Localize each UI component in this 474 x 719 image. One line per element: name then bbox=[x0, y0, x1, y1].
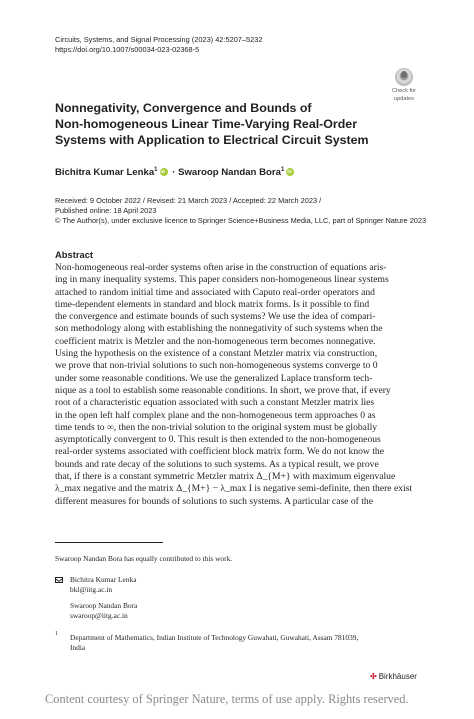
contact-email[interactable]: bkl@iitg.ac.in bbox=[70, 585, 113, 594]
author-separator: · bbox=[172, 167, 176, 178]
dates-line: Published online: 18 April 2023 bbox=[55, 206, 157, 215]
author-affiliation-mark: 1 bbox=[280, 167, 285, 173]
author-name[interactable]: Swaroop Nandan Bora bbox=[178, 167, 281, 178]
author-name[interactable]: Bichitra Kumar Lenka bbox=[55, 167, 155, 178]
courtesy-notice: Content courtesy of Springer Nature, terms of use apply. Rights reserved. bbox=[45, 692, 409, 706]
abstract-line: nique as a tool to establish some reasonable conditions. In short, we prove that, if every bbox=[55, 384, 391, 396]
abstract-line: time-dependent elements in standard and block matrix forms. Is it possible to find bbox=[55, 298, 370, 310]
badge-label-2: updates bbox=[394, 96, 414, 102]
author-affiliation-mark: 1 bbox=[154, 167, 158, 173]
abstract-line: Using the hypothesis on the existence of a constant Metzler matrix via construction, bbox=[55, 348, 378, 360]
affiliation bbox=[70, 633, 358, 653]
check-for-updates-icon bbox=[395, 68, 413, 86]
affiliation-line: India bbox=[70, 643, 86, 652]
abstract-line: son methodology along with establishing the nonnegativity of such systems when the bbox=[55, 323, 383, 335]
envelope-icon bbox=[55, 577, 63, 583]
corresponding-author bbox=[70, 601, 137, 621]
abstract-line: root of a characteristic equation associated with such a constant Metzler matrix lies bbox=[55, 397, 375, 409]
affiliation-line: Department of Mathematics, Indian Institute of Technology Guwahati, Guwahati, Assam 781039, bbox=[70, 633, 359, 642]
footnote-rule bbox=[55, 542, 163, 543]
abstract-line: coefficient matrix is Metzler and the non-homogeneous term becomes nonnegative. bbox=[55, 335, 376, 347]
abstract-line: the convergence and estimate bounds of such systems? We use the idea of compari- bbox=[55, 311, 376, 323]
badge-label-1: Check for bbox=[392, 88, 416, 94]
abstract-line: bounds and rate decay of the solutions to such systems. As a typical result, we prove bbox=[55, 458, 379, 470]
abstract-line: that, if there is a constant symmetric Metzler matrix Δ_{M+} with maximum eigenvalue bbox=[55, 471, 396, 483]
title-line: Nonnegativity, Convergence and Bounds of bbox=[55, 101, 312, 115]
abstract-line: asymptotically convergent to 0. This result is then extended to the non-homogeneous bbox=[55, 434, 381, 446]
abstract-line: Non-homogeneous real-order systems often arise in the construction of equations aris- bbox=[55, 262, 387, 273]
abstract-heading: Abstract bbox=[55, 249, 94, 260]
journal-citation: Circuits, Systems, and Signal Processing (2023) 42:5207–5232 bbox=[55, 35, 263, 44]
dates-line: Received: 9 October 2022 / Revised: 21 March 2023 / Accepted: 22 March 2023 / bbox=[55, 196, 322, 205]
orcid-icon[interactable] bbox=[286, 168, 294, 176]
abstract-line: in the open left half complex plane and the non-homogeneous term approaches 0 as bbox=[55, 409, 376, 421]
paper-title bbox=[55, 100, 425, 148]
orcid-icon[interactable] bbox=[160, 168, 168, 176]
equal-contribution-note: Swaroop Nandan Bora has equally contributed to this work. bbox=[55, 554, 233, 563]
abstract-line: different measures for bounds of solutions to such systems. A particular case of the bbox=[55, 495, 373, 507]
publisher-name: Birkhäuser bbox=[378, 672, 417, 681]
publisher-logo bbox=[370, 672, 417, 681]
author-list bbox=[55, 164, 296, 179]
contact-name: Swaroop Nandan Bora bbox=[70, 601, 138, 610]
abstract-line: we prove that non-trivial solutions to such non-homogeneous systems converge to 0 bbox=[55, 360, 378, 372]
abstract-line: time tends to ∞, then the non-trivial solution to the original system must be globally bbox=[55, 421, 378, 433]
abstract-line: λ_max negative and the matrix Δ_{M+} − λ_max I is negative semi-definite, then there exist bbox=[55, 483, 413, 495]
corresponding-author bbox=[70, 575, 137, 595]
affiliation-number: 1 bbox=[55, 631, 58, 637]
check-for-updates-badge[interactable] bbox=[388, 68, 420, 104]
abstract-line: under some reasonable conditions. We use the generalized Laplace transform tech- bbox=[55, 372, 373, 384]
journal-info bbox=[55, 35, 262, 55]
title-line: Systems with Application to Electrical Circuit System bbox=[55, 133, 369, 147]
abstract-line: attached to random initial time and associated with Caputo real-order operators and bbox=[55, 286, 375, 298]
copyright-line: © The Author(s), under exclusive licence to Springer Science+Business Media, LLC, part of Springer Nature 2023 bbox=[55, 216, 427, 225]
contact-name: Bichitra Kumar Lenka bbox=[70, 575, 137, 584]
abstract-body bbox=[55, 262, 418, 508]
birkhauser-logo-icon: ✣ bbox=[370, 672, 377, 681]
title-line: Non-homogeneous Linear Time-Varying Real-Order bbox=[55, 117, 358, 131]
doi-link[interactable]: https://doi.org/10.1007/s00034-023-02368-5 bbox=[55, 45, 200, 54]
abstract-line: real-order systems associated with coefficient block matrix form. We do not know the bbox=[55, 446, 384, 458]
abstract-line: ing in many inequality systems. This paper considers non-homogeneous linear systems bbox=[55, 274, 389, 286]
contact-email[interactable]: swaroop@iitg.ac.in bbox=[70, 611, 128, 620]
publication-dates bbox=[55, 196, 426, 226]
